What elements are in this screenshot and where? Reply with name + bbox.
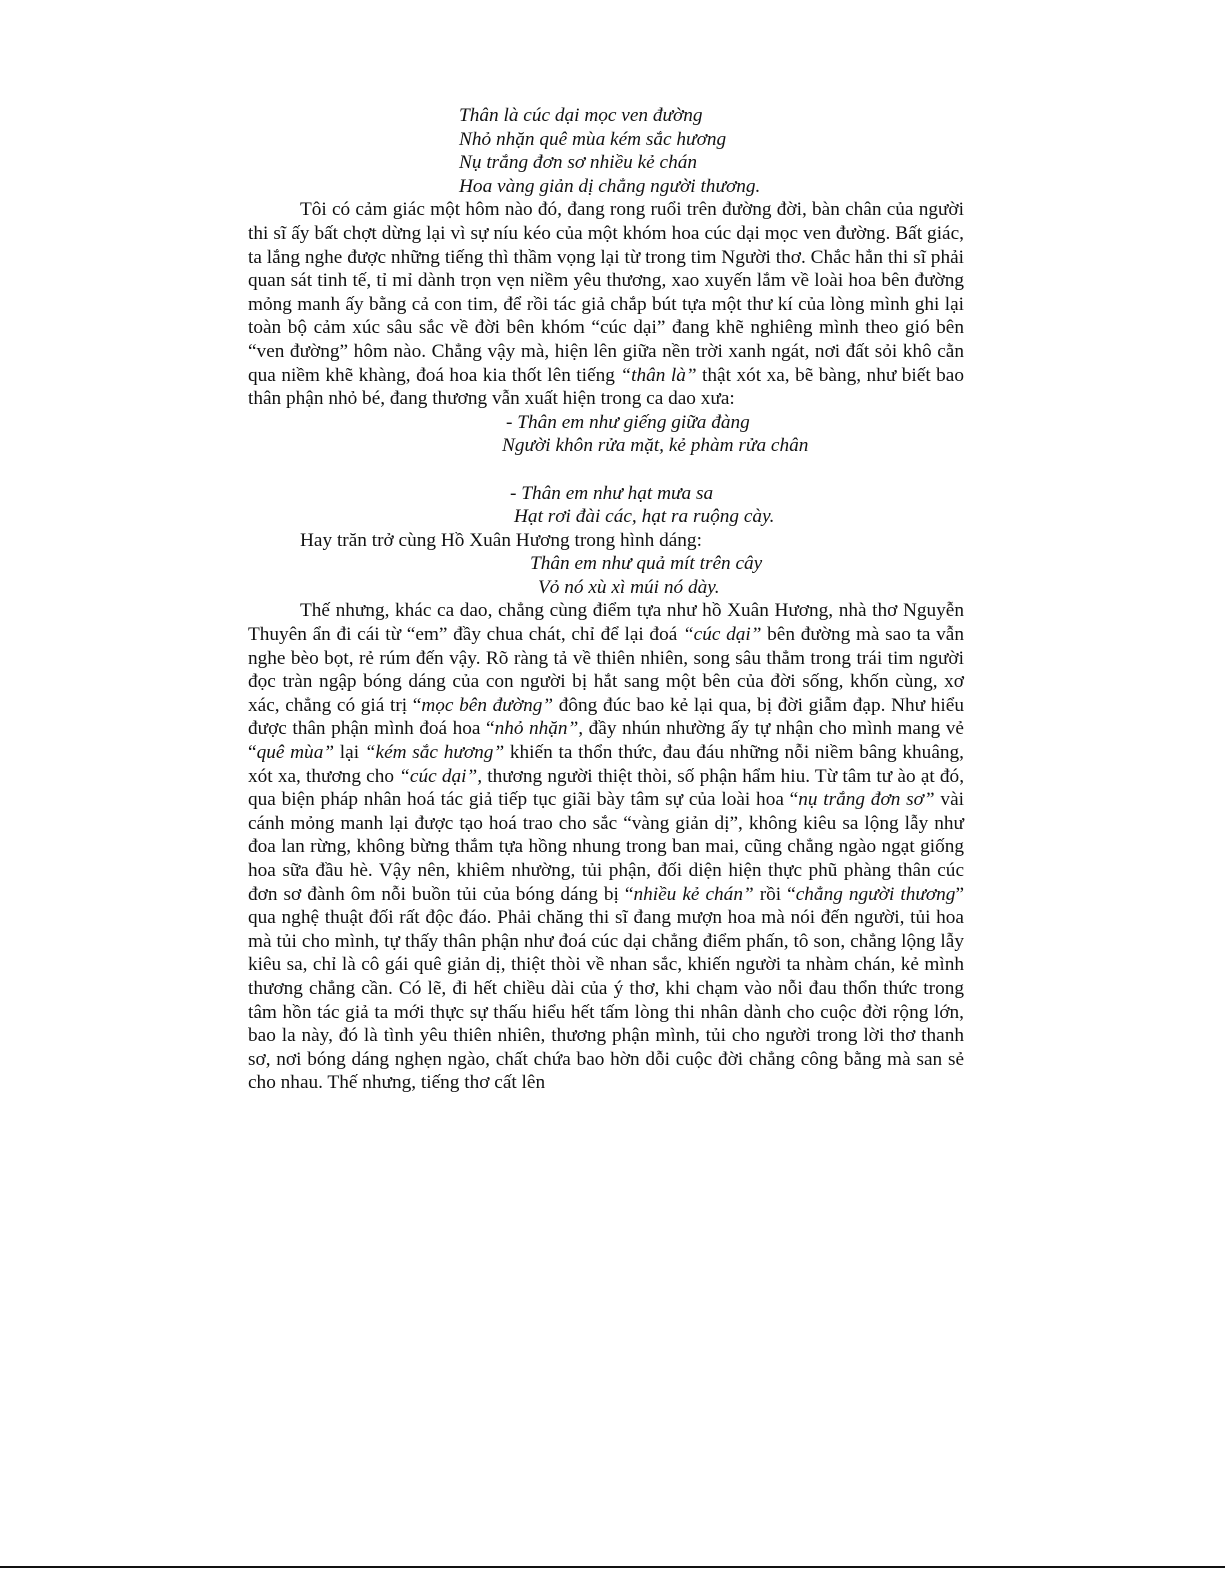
quoted-phrase: “cúc dại”: [682, 624, 762, 646]
ca-dao-2-line-1: - Thân em như hạt mưa sa: [510, 482, 714, 504]
poem-line-2: Nhỏ nhặn quê mùa kém sắc hương: [459, 128, 727, 150]
ho-xuan-huong-quote: [248, 552, 964, 599]
quoted-phrase: nhiều kẻ chán”: [633, 883, 754, 905]
opening-poem: [248, 104, 964, 198]
quoted-phrase: “cúc dại”,: [399, 765, 483, 787]
paragraph-text: đông đúc bao kẻ lại qua, bị đời giẫm đạp. Như hiểu được thân phận mình đoá hoa “: [248, 694, 964, 740]
quoted-phrase: nụ trắng đơn sơ”: [798, 789, 935, 811]
ca-dao-quote-2: [248, 482, 964, 529]
paragraph-text: ” qua nghệ thuật đối rất độc đáo. Phải chăng thi sĩ đang mượn hoa mà nói đến người, tủi hoa mà tủi cho mình, tự thấy thân phận như đoá cúc dại chẳng điểm phấn, tô son, chẳng lộng lẫy kiêu sa, chỉ là cô gái quê giản dị, thiệt thòi về nhan sắc, khiến người ta nhàm chán, kẻ mình thương chẳng cần. Có lẽ, đi hết chiều dài của ý thơ, khi chạm vào nỗi đau thổn thức trong tâm hồn tác giả ta mới thực sự thấu hiểu hết tấm lòng thi nhân dành cho cuộc đời rộng lớn, bao la này, đó là tình yêu thiên nhiên, thương phận mình, tủi cho người trong lời thơ thanh sơ, nơi bóng dáng nghẹn ngào, chất chứa bao hờn dỗi cuộc đời chẳng công bằng mà san sẻ cho nhau. Thế nhưng, tiếng thơ cất lên: [248, 883, 964, 1094]
poem-line-4: Hoa vàng giản dị chẳng người thương.: [459, 175, 761, 197]
document-page: [248, 104, 964, 1095]
paragraph-text: thương người thiệt thòi, số phận hẩm hiu. Từ tâm tư ào ạt đó, qua biện pháp nhân hoá tác giả tiếp tục giãi bày tâm sự của loài hoa “: [248, 765, 965, 811]
transition-line: Hay trăn trở cùng Hồ Xuân Hương trong hình dáng:: [300, 529, 702, 551]
poem-line-1: Thân là cúc dại mọc ven đường: [459, 105, 703, 126]
ca-dao-1-line-2: Người khôn rửa mặt, kẻ phàm rửa chân: [502, 435, 809, 457]
paragraph-text: vài cánh mỏng manh lại được tạo hoá trao cho sắc “vàng giản dị”, không kiêu sa lộng lẫy như đoa lan rừng, không bừng thắm tựa hồng nhung trong ban mai, cũng chẳng ngào ngạt giống hoa sữa đầu hè. Vậy nên, khiêm nhường, tủi phận, đối diện hiện thực phũ phàng thân cúc đơn sơ đành ôm nỗi buồn tủi của bóng dáng bị “: [248, 789, 964, 905]
ca-dao-quote-1: [248, 411, 964, 458]
body-paragraph-2: [248, 599, 964, 1094]
paragraph-text: Thế nhưng, khác ca dao, chẳng cùng điểm tựa như hồ Xuân Hương, nhà thơ Nguyễn Thuyên ẩn đi cái từ “em” đầy chua chát, chỉ để lại đoá: [248, 600, 964, 646]
hxh-line-2: Vỏ nó xù xì múi nó dày.: [538, 576, 720, 598]
quoted-phrase: “kém sắc hương”: [364, 742, 505, 764]
paragraph-text: rồi “: [753, 883, 796, 905]
hxh-line-1: Thân em như quả mít trên cây: [530, 553, 763, 575]
quoted-phrase: chẳng người thương: [795, 883, 956, 905]
paragraph-text: khiến ta thổn thức, đau đáu những nỗi niềm bâng khuâng, xót xa, thương cho: [248, 742, 964, 787]
paragraph-text: thật xót xa, bẽ bàng, như biết bao thân phận nhỏ bé, đang thương vẫn xuất hiện trong ca dao xưa:: [248, 364, 965, 410]
poem-line-3: Nụ trắng đơn sơ nhiều kẻ chán: [459, 152, 698, 174]
paragraph-text: lại: [334, 742, 365, 764]
body-paragraph-1: [248, 198, 964, 410]
paragraph-text: đầy nhún nhường ấy tự nhận cho mình mang vẻ “: [248, 718, 964, 764]
paragraph-text: bên đường mà sao ta vẫn nghe bèo bọt, rẻ rúm đến vậy. Rõ ràng tả về thiên nhiên, song sâu thẳm trong trái tim người đọc tràn ngập bóng dáng của con người bị hắt sang một bên của đời sống, khốn cùng, xơ xác, chẳng có giá trị “: [248, 624, 964, 716]
ca-dao-2-line-2: Hạt rơi đài các, hạt ra ruộng cày.: [514, 506, 775, 528]
ca-dao-1-line-1: - Thân em như giếng giữa đàng: [506, 411, 750, 433]
quoted-phrase: quê mùa”: [256, 742, 335, 764]
quoted-phrase: nhỏ nhặn”,: [494, 718, 584, 740]
paragraph-text: Tôi có cảm giác một hôm nào đó, đang rong ruổi trên đường đời, bàn chân của người thi sĩ ấy bất chợt dừng lại vì sự níu kéo của một khóm hoa cúc dại mọc ven đường. Bất giác, ta lắng nghe được những tiếng thì thầm vọng lại từ trong tim Người thơ. Chắc hẳn thi sĩ phải quan sát tinh tế, tỉ mỉ dành trọn vẹn niềm yêu thương, xao xuyến lắm về loài hoa bên đường mỏng manh ấy bằng cả con tim, để rồi tác giả chắp bút tựa một thư kí của lòng mình ghi lại toàn bộ cảm xúc sâu sắc về đời bên khóm “cúc dại” đang khẽ nghiêng mình theo gió bên “ven đường” hôm nào. Chẳng vậy mà, hiện lên giữa nền trời xanh ngát, nơi đất sỏi khô cằn qua niềm khẽ khàng, đoá hoa kia thốt lên tiếng: [248, 199, 964, 386]
quoted-phrase: mọc bên đường”: [421, 694, 554, 716]
quoted-phrase: “thân là”: [620, 364, 697, 386]
page-bottom-rule: [0, 1566, 1225, 1568]
